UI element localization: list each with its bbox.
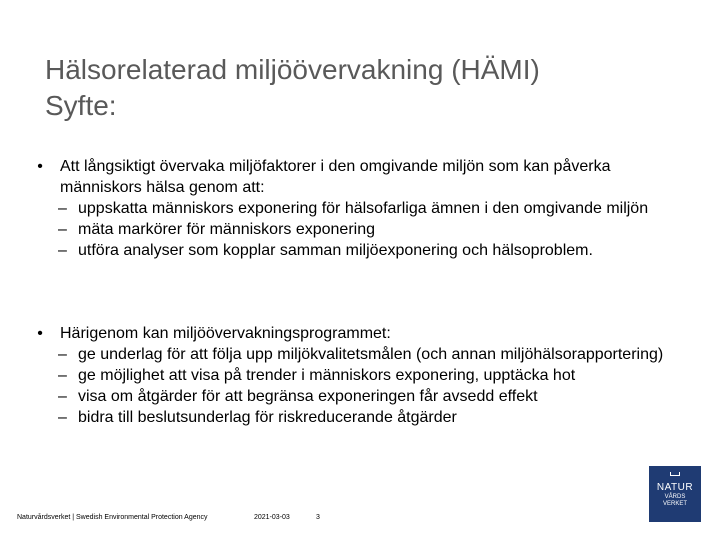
- slide-title-line2: Syfte:: [45, 90, 117, 121]
- naturvardsverket-logo: [649, 466, 701, 522]
- footer-date: 2021-03-03: [254, 514, 290, 521]
- dash-icon: –: [58, 367, 67, 384]
- footer-org: Naturvårdsverket | Swedish Environmental Protection Agency: [17, 514, 208, 521]
- sub-item: [30, 407, 690, 428]
- sub-item-text: bidra till beslutsunderlag för riskreducerande åtgärder: [78, 409, 457, 426]
- slide-title: [45, 52, 685, 124]
- sub-item-text: uppskatta människors exponering för hälsofarliga ämnen i den omgivande miljön: [78, 200, 649, 217]
- sub-item: [30, 198, 690, 219]
- dash-icon: –: [58, 409, 67, 426]
- bullet-text: Att långsiktigt övervaka miljöfaktorer i den omgivande miljön som kan påverka människors hälsa genom att:: [60, 158, 611, 196]
- logo-line2: VÅRDS: [664, 494, 686, 500]
- sub-item: [30, 365, 690, 386]
- sub-item-text: visa om åtgärder för att begränsa exponeringen får avsedd effekt: [78, 388, 538, 405]
- dash-icon: –: [58, 388, 67, 405]
- logo-line3: VERKET: [662, 501, 687, 507]
- bullet-icon: •: [37, 325, 43, 342]
- footer-page-number: 3: [316, 514, 320, 521]
- dash-icon: –: [58, 200, 67, 217]
- logo-line1: NATUR: [656, 482, 694, 493]
- sub-item: [30, 386, 690, 407]
- dash-icon: –: [58, 346, 67, 363]
- dash-icon: –: [58, 221, 67, 238]
- sub-item-text: ge underlag för att följa upp miljökvalitetsmålen (och annan miljöhälsorapportering): [78, 346, 664, 363]
- sub-item: [30, 219, 690, 240]
- sub-item-text: utföra analyser som kopplar samman miljöexponering och hälsoproblem.: [78, 242, 593, 259]
- bullet-icon: •: [37, 158, 43, 175]
- section-purpose: [30, 156, 690, 261]
- bullet-item: [30, 323, 690, 344]
- bullet-item: [30, 156, 690, 198]
- section-program: [30, 323, 690, 428]
- slide-title-line1: Hälsorelaterad miljöövervakning (HÄMI): [45, 54, 540, 85]
- sub-item: [30, 240, 690, 261]
- dash-icon: –: [58, 242, 67, 259]
- sub-item-text: ge möjlighet att visa på trender i människors exponering, upptäcka hot: [78, 367, 576, 384]
- crown-icon: [670, 470, 680, 476]
- sub-item: [30, 344, 690, 365]
- bullet-text: Härigenom kan miljöövervakningsprogrammet:: [60, 325, 391, 342]
- sub-item-text: mäta markörer för människors exponering: [78, 221, 376, 238]
